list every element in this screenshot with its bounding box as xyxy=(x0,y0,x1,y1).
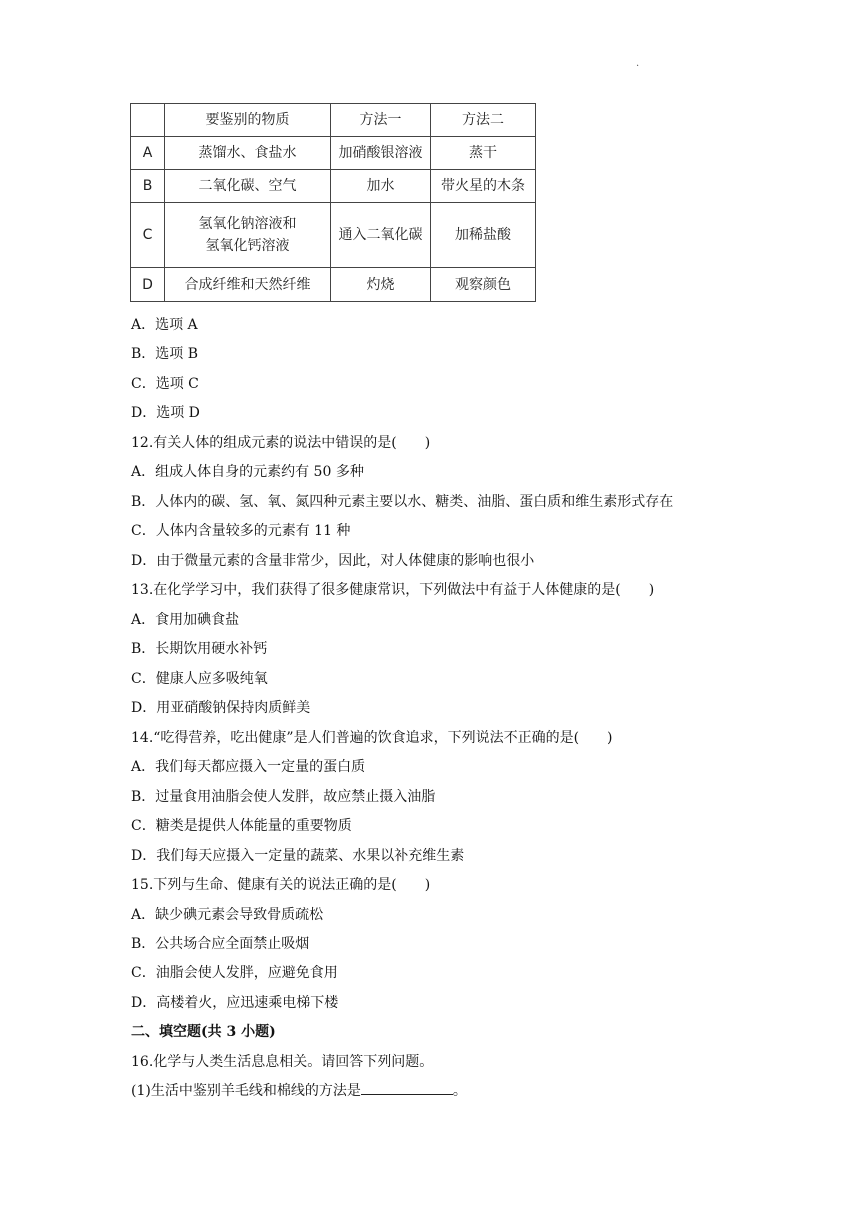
table-cell: 二氧化碳、空气 xyxy=(165,170,331,203)
table-cell: A xyxy=(131,137,165,170)
q13-option-b: B．长期饮用硬水补钙 xyxy=(131,641,268,657)
q16-stem: 16.化学与人类生活息息相关。请回答下列问题。 xyxy=(131,1054,434,1070)
table-row xyxy=(131,170,536,203)
q15-option-b: B．公共场合应全面禁止吸烟 xyxy=(131,936,310,952)
q11-option-d: D．选项 D xyxy=(131,405,200,421)
q11-option-b: B．选项 B xyxy=(131,346,199,362)
q13-option-d: D．用亚硝酸钠保持肉质鲜美 xyxy=(131,700,311,716)
answer-blank[interactable] xyxy=(361,1080,453,1095)
table-cell: B xyxy=(131,170,165,203)
table-cell: D xyxy=(131,268,165,302)
q12-option-a: A．组成人体自身的元素约有 50 多种 xyxy=(131,464,364,480)
q12-stem: 12.有关人体的组成元素的说法中错误的是( ) xyxy=(131,435,431,451)
table-cell: 加硝酸银溶液 xyxy=(331,137,431,170)
q14-option-d: D．我们每天应摄入一定量的蔬菜、水果以补充维生素 xyxy=(131,848,465,864)
q12-option-b: B．人体内的碳、氢、氧、氮四种元素主要以水、糖类、油脂、蛋白质和维生素形式存在 xyxy=(131,494,674,510)
q14-option-c: C．糖类是提供人体能量的重要物质 xyxy=(131,818,352,834)
q15-option-d: D．高楼着火，应迅速乘电梯下楼 xyxy=(131,995,339,1011)
table-row xyxy=(131,268,536,302)
table-cell: 氢氧化钠溶液和 氢氧化钙溶液 xyxy=(165,203,331,268)
table-cell: 通入二氧化碳 xyxy=(331,203,431,268)
q13-option-a: A．食用加碘食盐 xyxy=(131,612,240,628)
table-row xyxy=(131,203,536,268)
table-row xyxy=(131,137,536,170)
table-cell: 合成纤维和天然纤维 xyxy=(165,268,331,302)
table-cell: 灼烧 xyxy=(331,268,431,302)
q16-sub1-suffix: 。 xyxy=(452,1083,467,1099)
table-cell: 蒸馏水、食盐水 xyxy=(165,137,331,170)
table-header-cell xyxy=(131,104,165,137)
table-header-row xyxy=(131,104,536,137)
identification-table xyxy=(130,103,536,302)
q14-option-a: A．我们每天都应摄入一定量的蛋白质 xyxy=(131,759,366,775)
q16-sub1 xyxy=(131,1080,831,1102)
q11-option-a: A．选项 A xyxy=(131,317,198,333)
q11-option-c: C．选项 C xyxy=(131,376,199,392)
table-cell: 蒸干 xyxy=(431,137,536,170)
section-title: 二、填空题(共 3 小题) xyxy=(131,1024,276,1040)
table-cell: C xyxy=(131,203,165,268)
table-cell: 观察颜色 xyxy=(431,268,536,302)
q15-stem: 15.下列与生命、健康有关的说法正确的是( ) xyxy=(131,877,431,893)
table-header-cell: 方法一 xyxy=(331,104,431,137)
q12-option-c: C．人体内含量较多的元素有 11 种 xyxy=(131,523,351,539)
table-cell: 带火星的木条 xyxy=(431,170,536,203)
q15-option-c: C．油脂会使人发胖，应避免食用 xyxy=(131,965,338,981)
table-header-cell: 要鉴别的物质 xyxy=(165,104,331,137)
table-cell: 加稀盐酸 xyxy=(431,203,536,268)
q13-option-c: C．健康人应多吸纯氧 xyxy=(131,671,268,687)
q14-option-b: B．过量食用油脂会使人发胖，故应禁止摄入油脂 xyxy=(131,789,436,805)
table-cell: 加水 xyxy=(331,170,431,203)
q12-option-d: D．由于微量元素的含量非常少，因此，对人体健康的影响也很小 xyxy=(131,553,535,569)
q13-stem: 13.在化学学习中，我们获得了很多健康常识，下列做法中有益于人体健康的是( ) xyxy=(131,582,655,598)
table-header-cell: 方法二 xyxy=(431,104,536,137)
q16-sub1-prefix: (1)生活中鉴别羊毛线和棉线的方法是 xyxy=(131,1083,361,1099)
page-mark: . xyxy=(636,58,640,69)
q14-stem: 14.“吃得营养，吃出健康”是人们普遍的饮食追求，下列说法不正确的是( ) xyxy=(131,730,613,746)
q15-option-a: A．缺少碘元素会导致骨质疏松 xyxy=(131,907,324,923)
